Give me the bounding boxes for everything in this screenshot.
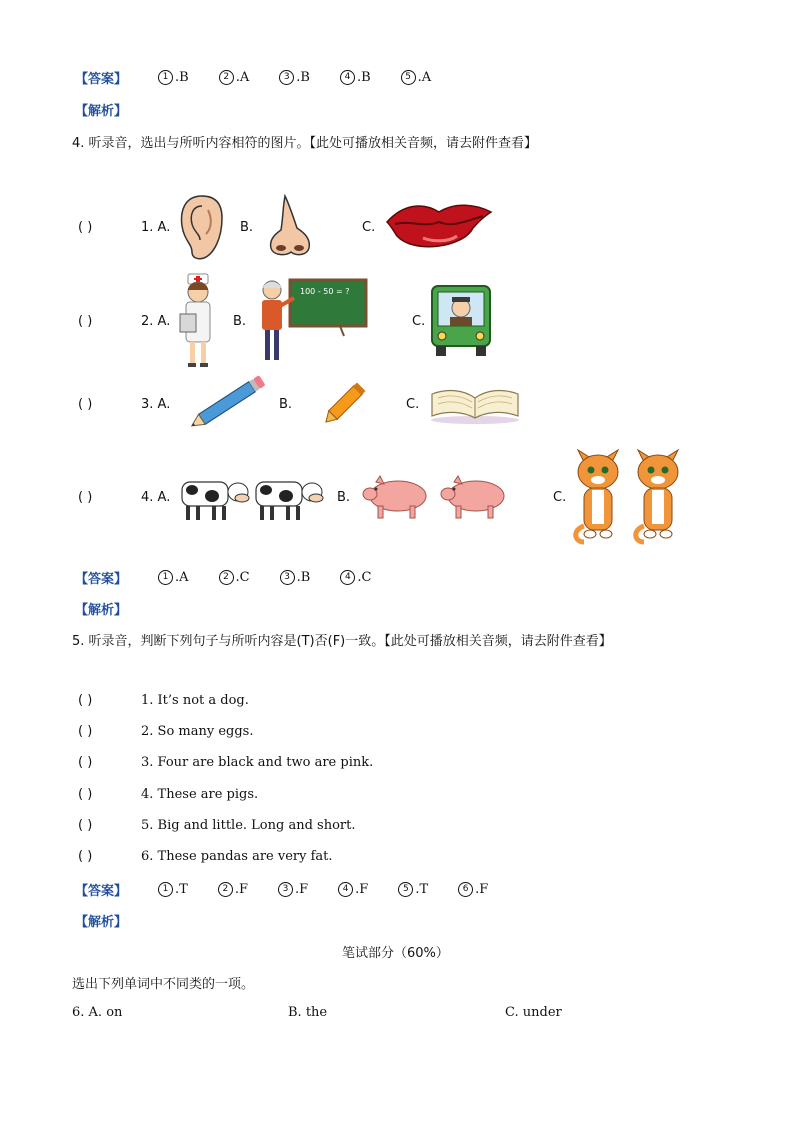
pigs-icon (362, 472, 514, 522)
row-label: 2. A. (141, 314, 171, 329)
answer-item (338, 882, 368, 897)
option-b-label: B. (337, 490, 351, 505)
circled-number: 3 (279, 70, 294, 85)
answer-blank[interactable]: ( ) (78, 755, 93, 771)
separator: . (417, 70, 422, 85)
separator: . (355, 882, 360, 897)
answer-blank[interactable]: ( ) (78, 397, 93, 412)
circled-number: 5 (401, 70, 416, 85)
answer-item (340, 570, 371, 585)
circled-number: 3 (280, 570, 295, 585)
answer-value: F (359, 882, 369, 897)
circled-number: 5 (398, 882, 413, 897)
option-a: 6. A. on (72, 1005, 123, 1020)
circled-number: 4 (340, 570, 355, 585)
answer-value: T (179, 882, 188, 897)
nose-icon (265, 194, 315, 260)
lips-icon (383, 198, 495, 258)
sentence-item: 3. Four are black and two are pink. (141, 755, 374, 771)
separator: . (175, 570, 180, 585)
answer-value: F (299, 882, 309, 897)
cats-icon (572, 446, 686, 550)
written-heading: 笔试部分（60%） (342, 946, 449, 961)
row-label: 1. A. (141, 220, 171, 235)
option-c-label: C. (412, 314, 426, 329)
row-label: 4. A. (141, 490, 171, 505)
separator: . (175, 70, 180, 85)
answer-blank[interactable]: ( ) (78, 786, 93, 802)
pencil-icon (183, 374, 271, 432)
option-c: C. under (505, 1005, 562, 1020)
question-4: 4. 听录音，选出与所听内容相符的图片。【此处可播放相关音频，请去附件查看】 (72, 136, 538, 151)
separator: . (415, 882, 420, 897)
written-instruction: 选出下列单词中不同类的一项。 (72, 977, 255, 992)
answer-list (158, 568, 401, 585)
option-b-label: B. (240, 220, 254, 235)
answer-value: B (300, 570, 311, 585)
answer-blank[interactable]: ( ) (78, 220, 93, 235)
row-label: 3. A. (141, 397, 171, 412)
answer-value: A (239, 70, 250, 85)
teacher-icon (258, 274, 370, 364)
answer-value: F (238, 882, 248, 897)
separator: . (294, 882, 300, 897)
answer-value: B (179, 70, 189, 85)
circled-number: 2 (218, 882, 233, 897)
circled-number: 4 (338, 882, 353, 897)
answer-item (278, 882, 308, 897)
book-icon (428, 380, 522, 424)
answer-item (401, 70, 432, 85)
separator: . (356, 70, 362, 85)
answer-blank[interactable]: ( ) (78, 314, 93, 329)
circled-number: 2 (219, 570, 234, 585)
analysis-tag: 【解析】 (75, 104, 128, 119)
analysis-tag: 【解析】 (75, 603, 128, 618)
blackboard-text: 100 - 50 = ? (300, 287, 350, 296)
option-b-label: B. (233, 314, 247, 329)
answer-value: A (421, 70, 432, 85)
answer-item (280, 570, 311, 585)
circled-number: 1 (158, 570, 173, 585)
sentence-item: 2. So many eggs. (141, 724, 254, 740)
option-c-label: C. (406, 397, 420, 412)
crayon-icon (318, 378, 372, 428)
option-c-label: C. (553, 490, 567, 505)
answer-list (158, 68, 461, 85)
answer-value: C (239, 570, 250, 585)
answer-item (219, 570, 250, 585)
sentence-item: 4. These are pigs. (141, 786, 259, 802)
answer-value: B (361, 70, 371, 85)
separator: . (357, 570, 362, 585)
cows-icon (178, 470, 324, 524)
answer-item (398, 882, 428, 897)
answer-item (218, 882, 248, 897)
answer-item (158, 882, 188, 897)
answer-item (219, 70, 250, 85)
separator: . (296, 570, 301, 585)
circled-number: 1 (158, 70, 173, 85)
answer-item (158, 570, 189, 585)
ear-icon (178, 192, 226, 262)
answer-list (158, 880, 518, 897)
circled-number: 4 (340, 70, 355, 85)
bus-driver-icon (430, 284, 492, 358)
circled-number: 6 (458, 882, 473, 897)
answer-value: F (479, 882, 489, 897)
analysis-tag: 【解析】 (75, 915, 128, 930)
circled-number: 2 (219, 70, 234, 85)
answer-blank[interactable]: ( ) (78, 693, 93, 708)
answer-value: C (361, 570, 372, 585)
separator: . (475, 882, 480, 897)
answer-item (458, 882, 488, 897)
option-b-label: B. (279, 397, 293, 412)
answer-value: A (179, 570, 189, 585)
sentence-item: 6. These pandas are very fat. (141, 849, 333, 864)
answer-blank[interactable]: ( ) (78, 724, 93, 740)
answer-tag: 【答案】 (75, 572, 128, 587)
option-c-label: C. (362, 220, 376, 235)
answer-tag: 【答案】 (75, 884, 128, 899)
answer-item (279, 70, 310, 85)
question-5: 5. 听录音，判断下列句子与所听内容是(T)否(F)一致。【此处可播放相关音频，请去附件查看】 (72, 634, 612, 649)
answer-blank[interactable]: ( ) (78, 490, 93, 505)
separator: . (175, 882, 180, 897)
sentence-item: 1. It’s not a dog. (141, 693, 249, 708)
separator: . (234, 882, 239, 897)
answer-item (340, 70, 371, 85)
option-b: B. the (288, 1005, 328, 1020)
separator: . (235, 70, 240, 85)
circled-number: 1 (158, 882, 173, 897)
answer-value: T (419, 882, 429, 897)
answer-blank[interactable]: ( ) (78, 817, 93, 833)
circled-number: 3 (278, 882, 293, 897)
answer-item (158, 70, 189, 85)
sentence-item: 5. Big and little. Long and short. (141, 817, 356, 833)
answer-value: B (300, 70, 310, 85)
nurse-icon (176, 272, 220, 370)
answer-blank[interactable]: ( ) (78, 849, 93, 864)
separator: . (235, 570, 240, 585)
answer-tag: 【答案】 (75, 72, 128, 87)
separator: . (296, 70, 301, 85)
